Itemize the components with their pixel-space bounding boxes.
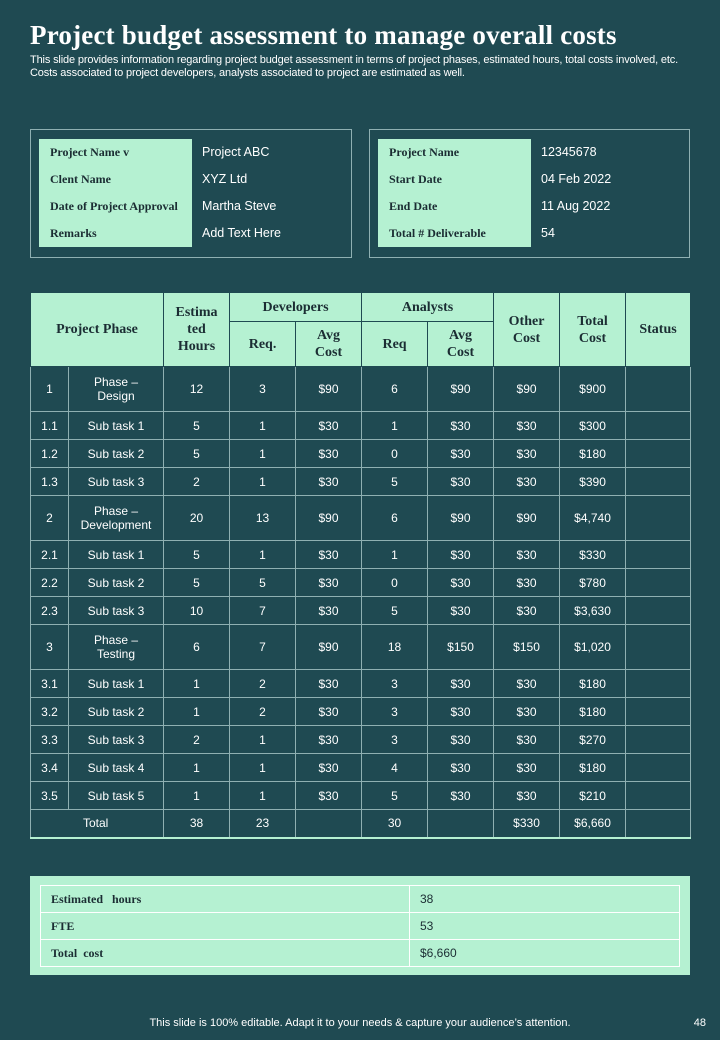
info-value: Add Text Here <box>202 226 281 240</box>
page-subtitle: This slide provides information regarding project budget assessment in terms of project phases, estimated hours, total costs involved, etc. Costs associated to project developers, analysts associated to project are estimated as well. <box>30 54 679 79</box>
cell-an-req: 1 <box>362 412 428 440</box>
cell-hours: 12 <box>164 367 230 412</box>
cell-an-cost: $30 <box>428 541 494 569</box>
cell-dev-cost: $30 <box>296 698 362 726</box>
cell-hours: 10 <box>164 597 230 625</box>
summary-value: $6,660 <box>410 940 680 967</box>
cell-total: $180 <box>560 754 626 782</box>
cell-phase: Sub task 1 <box>69 541 164 569</box>
cell-other: $30 <box>494 569 560 597</box>
info-value: 11 Aug 2022 <box>541 199 611 213</box>
cell-an-req: 5 <box>362 597 428 625</box>
cell-status <box>626 468 691 496</box>
info-row <box>378 193 681 220</box>
cell-id: 1.2 <box>31 440 69 468</box>
cell-phase: Phase – Design <box>69 367 164 412</box>
cell-dev-req: 5 <box>230 569 296 597</box>
cell-dev-cost: $30 <box>296 468 362 496</box>
cell-an-req: 6 <box>362 367 428 412</box>
cell-dev-cost: $30 <box>296 726 362 754</box>
table-row <box>31 698 691 726</box>
cell-an-req: 0 <box>362 440 428 468</box>
info-row <box>39 220 343 247</box>
info-row <box>39 193 343 220</box>
cell-status <box>626 412 691 440</box>
cell-hours: 5 <box>164 412 230 440</box>
cell-status <box>626 496 691 541</box>
cell-status <box>626 597 691 625</box>
cell-id: 1 <box>31 367 69 412</box>
cell-phase: Sub task 2 <box>69 440 164 468</box>
cell-an-req: 3 <box>362 670 428 698</box>
cell-an-cost: $30 <box>428 468 494 496</box>
cell-phase: Phase – Testing <box>69 625 164 670</box>
cell-total: $180 <box>560 670 626 698</box>
cell-an-req: 5 <box>362 782 428 810</box>
cell-total: $780 <box>560 569 626 597</box>
summary-row <box>41 886 680 913</box>
cell-dev-req: 3 <box>230 367 296 412</box>
cell-other: $30 <box>494 726 560 754</box>
cell-dev-req: 1 <box>230 754 296 782</box>
cell-an-cost: $30 <box>428 698 494 726</box>
cell-dev-req: 1 <box>230 782 296 810</box>
cell-phase: Sub task 4 <box>69 754 164 782</box>
cell-id: 2.3 <box>31 597 69 625</box>
summary-table <box>40 885 680 967</box>
header-an-avg-cost: Avg Cost <box>428 322 494 367</box>
total-dev-req: 23 <box>230 810 296 838</box>
cell-total: $180 <box>560 698 626 726</box>
cell-hours: 1 <box>164 782 230 810</box>
cell-other: $30 <box>494 468 560 496</box>
cell-status <box>626 670 691 698</box>
cell-phase: Sub task 5 <box>69 782 164 810</box>
cell-dev-req: 7 <box>230 597 296 625</box>
total-an-req: 30 <box>362 810 428 838</box>
cell-dev-req: 2 <box>230 698 296 726</box>
summary-label: FTE <box>41 913 410 940</box>
cell-total: $180 <box>560 440 626 468</box>
cell-id: 3.1 <box>31 670 69 698</box>
cell-status <box>626 625 691 670</box>
cell-other: $30 <box>494 412 560 440</box>
cell-hours: 5 <box>164 440 230 468</box>
header-project-phase: Project Phase <box>31 293 164 367</box>
cell-id: 3 <box>31 625 69 670</box>
budget-table <box>30 292 691 839</box>
cell-total: $210 <box>560 782 626 810</box>
table-row <box>31 440 691 468</box>
header-status: Status <box>626 293 691 367</box>
cell-id: 3.3 <box>31 726 69 754</box>
table-row <box>31 782 691 810</box>
table-row <box>31 670 691 698</box>
cell-phase: Phase – Development <box>69 496 164 541</box>
info-value: 04 Feb 2022 <box>541 172 612 186</box>
cell-other: $30 <box>494 440 560 468</box>
footer-note: This slide is 100% editable. Adapt it to your needs & capture your audience’s attention. <box>149 1017 571 1029</box>
cell-other: $30 <box>494 754 560 782</box>
cell-phase: Sub task 3 <box>69 597 164 625</box>
cell-an-req: 5 <box>362 468 428 496</box>
cell-an-req: 6 <box>362 496 428 541</box>
cell-other: $150 <box>494 625 560 670</box>
cell-hours: 2 <box>164 726 230 754</box>
cell-hours: 6 <box>164 625 230 670</box>
cell-total: $270 <box>560 726 626 754</box>
page-number: 48 <box>693 1017 706 1029</box>
info-label: Project Name v <box>39 139 192 166</box>
info-value: Martha Steve <box>202 199 277 213</box>
project-info-right <box>369 129 690 258</box>
cell-total: $390 <box>560 468 626 496</box>
cell-phase: Sub task 1 <box>69 412 164 440</box>
info-row <box>39 166 343 193</box>
budget-table-wrap <box>30 292 690 839</box>
cell-dev-cost: $30 <box>296 541 362 569</box>
cell-phase: Sub task 1 <box>69 670 164 698</box>
cell-id: 1.3 <box>31 468 69 496</box>
cell-dev-req: 1 <box>230 541 296 569</box>
cell-an-cost: $30 <box>428 726 494 754</box>
header-dev-avg-cost: Avg Cost <box>296 322 362 367</box>
table-row <box>31 754 691 782</box>
cell-total: $900 <box>560 367 626 412</box>
cell-an-cost: $30 <box>428 670 494 698</box>
cell-dev-req: 1 <box>230 440 296 468</box>
cell-id: 2 <box>31 496 69 541</box>
info-row <box>378 139 681 166</box>
cell-hours: 1 <box>164 670 230 698</box>
table-row <box>31 468 691 496</box>
cell-total: $3,630 <box>560 597 626 625</box>
cell-status <box>626 569 691 597</box>
cell-an-cost: $30 <box>428 569 494 597</box>
info-row <box>39 139 343 166</box>
cell-phase: Sub task 3 <box>69 726 164 754</box>
summary-row <box>41 940 680 967</box>
total-dev-cost <box>296 810 362 838</box>
header-dev-req: Req. <box>230 322 296 367</box>
summary-label: Estimated hours <box>41 886 410 913</box>
page-title: Project budget assessment to manage overall costs <box>30 20 617 50</box>
cell-other: $30 <box>494 698 560 726</box>
cell-an-cost: $30 <box>428 440 494 468</box>
cell-an-req: 3 <box>362 726 428 754</box>
header-developers: Developers <box>230 293 362 322</box>
cell-dev-req: 1 <box>230 726 296 754</box>
cell-dev-cost: $30 <box>296 412 362 440</box>
cell-dev-req: 2 <box>230 670 296 698</box>
summary-value: 38 <box>410 886 680 913</box>
cell-dev-cost: $30 <box>296 440 362 468</box>
total-status <box>626 810 691 838</box>
cell-dev-cost: $30 <box>296 670 362 698</box>
header-an-req: Req <box>362 322 428 367</box>
header-analysts: Analysts <box>362 293 494 322</box>
cell-an-cost: $150 <box>428 625 494 670</box>
cell-an-cost: $30 <box>428 597 494 625</box>
cell-an-req: 4 <box>362 754 428 782</box>
cell-status <box>626 726 691 754</box>
info-label: Clent Name <box>39 166 192 193</box>
total-hours: 38 <box>164 810 230 838</box>
cell-hours: 20 <box>164 496 230 541</box>
info-label: End Date <box>378 193 531 220</box>
cell-other: $90 <box>494 367 560 412</box>
project-info-left <box>30 129 352 258</box>
header-estimated-hours: Estima ted Hours <box>164 293 230 367</box>
cell-other: $30 <box>494 597 560 625</box>
cell-other: $30 <box>494 782 560 810</box>
cell-dev-cost: $30 <box>296 569 362 597</box>
cell-status <box>626 782 691 810</box>
total-total: $6,660 <box>560 810 626 838</box>
cell-hours: 5 <box>164 569 230 597</box>
cell-id: 3.5 <box>31 782 69 810</box>
cell-an-cost: $30 <box>428 782 494 810</box>
cell-status <box>626 698 691 726</box>
cell-id: 3.4 <box>31 754 69 782</box>
cell-dev-req: 7 <box>230 625 296 670</box>
cell-other: $90 <box>494 496 560 541</box>
cell-dev-cost: $30 <box>296 597 362 625</box>
cell-hours: 1 <box>164 754 230 782</box>
total-other: $330 <box>494 810 560 838</box>
table-row <box>31 412 691 440</box>
cell-an-req: 3 <box>362 698 428 726</box>
table-row <box>31 569 691 597</box>
total-row <box>31 810 691 838</box>
info-value: 54 <box>541 226 555 240</box>
cell-total: $4,740 <box>560 496 626 541</box>
cell-an-req: 18 <box>362 625 428 670</box>
cell-dev-req: 13 <box>230 496 296 541</box>
cell-dev-req: 1 <box>230 412 296 440</box>
cell-status <box>626 754 691 782</box>
cell-status <box>626 367 691 412</box>
cell-hours: 1 <box>164 698 230 726</box>
cell-an-req: 0 <box>362 569 428 597</box>
total-an-cost <box>428 810 494 838</box>
info-label: Project Name <box>378 139 531 166</box>
total-label: Total <box>31 810 164 838</box>
cell-total: $330 <box>560 541 626 569</box>
summary-row <box>41 913 680 940</box>
cell-hours: 5 <box>164 541 230 569</box>
cell-id: 1.1 <box>31 412 69 440</box>
info-value: Project ABC <box>202 145 270 159</box>
info-row <box>378 166 681 193</box>
table-row <box>31 541 691 569</box>
table-row <box>31 367 691 412</box>
cell-dev-cost: $90 <box>296 496 362 541</box>
info-label: Date of Project Approval <box>39 193 192 220</box>
table-row <box>31 496 691 541</box>
cell-status <box>626 541 691 569</box>
cell-phase: Sub task 3 <box>69 468 164 496</box>
info-row <box>378 220 681 247</box>
cell-phase: Sub task 2 <box>69 698 164 726</box>
cell-an-cost: $90 <box>428 496 494 541</box>
cell-total: $300 <box>560 412 626 440</box>
cell-other: $30 <box>494 670 560 698</box>
cell-status <box>626 440 691 468</box>
cell-an-cost: $90 <box>428 367 494 412</box>
cell-id: 2.2 <box>31 569 69 597</box>
cell-dev-req: 1 <box>230 468 296 496</box>
info-label: Remarks <box>39 220 192 247</box>
info-label: Total # Deliverable <box>378 220 531 247</box>
cell-an-cost: $30 <box>428 754 494 782</box>
cell-an-req: 1 <box>362 541 428 569</box>
cell-dev-cost: $30 <box>296 754 362 782</box>
summary-value: 53 <box>410 913 680 940</box>
cell-dev-cost: $30 <box>296 782 362 810</box>
summary-panel <box>30 876 690 975</box>
table-row <box>31 726 691 754</box>
cell-dev-cost: $90 <box>296 625 362 670</box>
info-value: XYZ Ltd <box>202 172 248 186</box>
cell-phase: Sub task 2 <box>69 569 164 597</box>
info-value: 12345678 <box>541 145 597 159</box>
info-label: Start Date <box>378 166 531 193</box>
header-other-cost: Other Cost <box>494 293 560 367</box>
cell-other: $30 <box>494 541 560 569</box>
cell-dev-cost: $90 <box>296 367 362 412</box>
cell-total: $1,020 <box>560 625 626 670</box>
table-row <box>31 625 691 670</box>
cell-hours: 2 <box>164 468 230 496</box>
summary-label: Total cost <box>41 940 410 967</box>
cell-an-cost: $30 <box>428 412 494 440</box>
header-total-cost: Total Cost <box>560 293 626 367</box>
cell-id: 2.1 <box>31 541 69 569</box>
table-row <box>31 597 691 625</box>
cell-id: 3.2 <box>31 698 69 726</box>
